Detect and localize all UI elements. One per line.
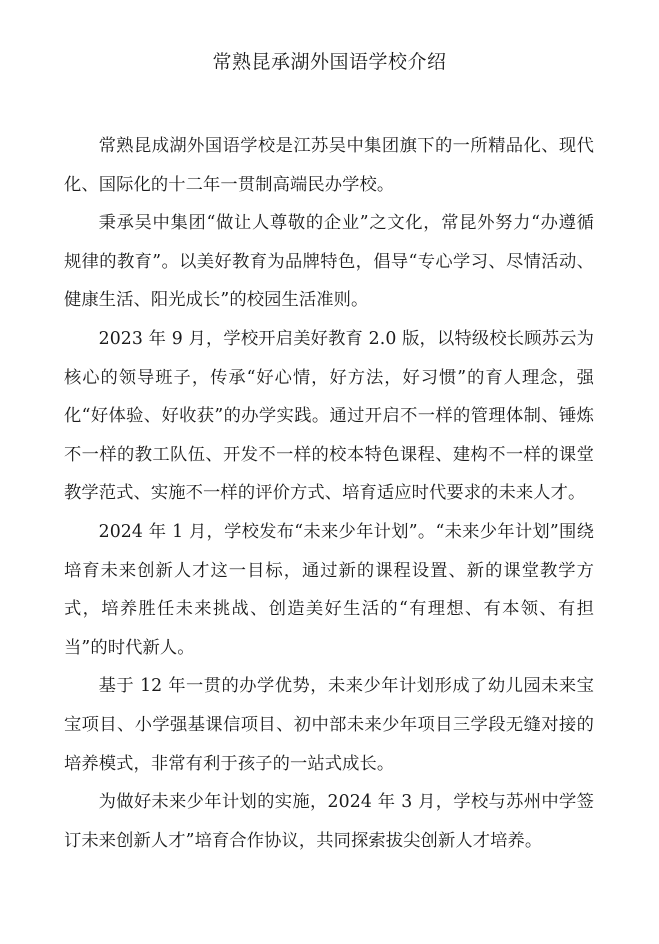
document-title: 常熟昆承湖外国语学校介绍 [212, 51, 447, 73]
document-body [64, 127, 594, 860]
paragraph-intro: 常熟昆成湖外国语学校是江苏吴中集团旗下的一所精品化、现代化、国际化的十二年一贯制高端民办学校。 [64, 136, 594, 195]
paragraph-advantage: 基于 12 年一贯的办学优势，未来少年计划形成了幼儿园未来宝宝项目、小学强基课信项目、初中部未来少年项目三学段无缝对接的培养模式，非常有利于孩子的一站式成长。 [64, 676, 594, 774]
paragraph-2024-plan: 2024 年 1 月，学校发布“未来少年计划”。“未来少年计划”围绕培育未来创新人才这一目标，通过新的课程设置、新的课堂教学方式，培养胜任未来挑战、创造美好生活的“有理想、有本领、有担当”的时代新人。 [64, 521, 594, 658]
paragraph-2023: 2023 年 9 月，学校开启美好教育 2.0 版，以特级校长顾苏云为核心的领导班子，传承“好心情，好方法，好习惯”的育人理念，强化“好体验、好收获”的办学实践。通过开启不一样的管理体制、锤炼不一样的教工队伍、开发不一样的校本特色课程、建构不一样的课堂教学范式、实施不一样的评价方式、培育适应时代要求的未来人才。 [64, 328, 594, 504]
paragraph-cooperation: 为做好未来少年计划的实施，2024 年 3 月，学校与苏州中学签订未来创新人才”培育合作协议，共同探索拔尖创新人才培养。 [64, 792, 594, 851]
paragraph-culture: 秉承吴中集团“做让人尊敬的企业”之文化，常昆外努力“办遵循规律的教育”。以美好教育为品牌特色，倡导“专心学习、尽情活动、健康生活、阳光成长”的校园生活准则。 [64, 213, 594, 311]
